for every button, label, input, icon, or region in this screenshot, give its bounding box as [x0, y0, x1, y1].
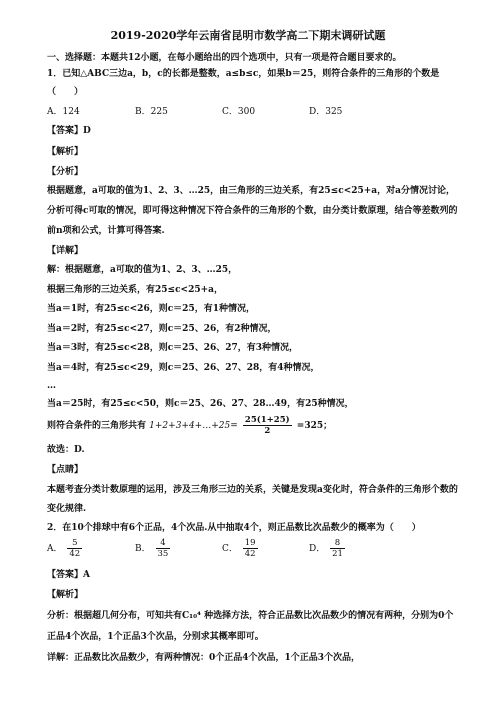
- q1-option-c: C．300: [222, 107, 256, 117]
- q1-total-suffix: =325；: [296, 421, 333, 431]
- q1-option-d: D．325: [309, 107, 343, 117]
- q1-dianjing-line: 变化规律.: [47, 504, 87, 514]
- q1-solution-line: 当a＝25时，有25≤c<50，则c＝25、26、27、28…49，有25种情况，: [47, 399, 354, 409]
- q1-xiangjie-heading: 【详解】: [47, 246, 84, 256]
- q2-stem: 2．在10个排球中有6个正品，4个次品.从中抽取4个，则正品数比次品数少的概率为（ ）: [47, 523, 421, 533]
- q2-answer: 【答案】A: [47, 570, 90, 580]
- q1-fenxi-heading: 【分析】: [47, 167, 84, 177]
- q1-dianjing-line: 本题考查分类计数原理的运用，涉及三角形三边的关系，关键是发现a变化时，符合条件的三角形个数的: [47, 485, 458, 495]
- q2-option-a: A． $\frac{5}{42}$: [47, 538, 81, 559]
- section-heading: 一、选择题：本题共12小题，在每小题给出的四个选项中，只有一项是符合题目要求的。: [47, 53, 402, 63]
- q1-solution-line: 当a＝4时，有25≤c<29，则c＝25、26、27、28，有4种情况，: [47, 363, 320, 373]
- q2-analysis-line: 详解：正品数比次品数少，有两种情况：0个正品4个次品，1个正品3个次品，: [47, 653, 361, 663]
- fraction-numerator: 25(1+25): [244, 415, 290, 425]
- q1-total-sum: 1+2+3+4+…+25=: [149, 421, 238, 431]
- q2-option-b: B． $\frac{4}{35}$: [135, 538, 169, 559]
- q1-conclusion: 故选：D.: [47, 445, 85, 455]
- q1-dianjing-heading: 【点睛】: [47, 465, 84, 475]
- page-title: 2019-2020学年云南省昆明市数学高二下期末调研试题: [110, 29, 386, 42]
- q1-solution-line: 当a＝3时，有25≤c<28，则c＝25、26、27，有3种情况，: [47, 343, 299, 353]
- q1-total-prefix: 则符合条件的三角形共有: [47, 421, 147, 431]
- q1-total-formula: [47, 414, 332, 438]
- q1-jiexi-heading: 【解析】: [47, 147, 84, 157]
- fraction-denominator: 2: [264, 426, 271, 436]
- q1-fenxi-line: 分析可得c可取的情况，即可得这种情况下符合条件的三角形的个数，由分类计数原理，结合等差数列的: [47, 206, 458, 216]
- q1-fenxi-line: 前n项和公式，计算可得答案.: [47, 226, 165, 236]
- q1-answer: 【答案】D: [47, 126, 91, 136]
- q1-solution-line: 当a＝1时，有25≤c<26，则c＝25，有1种情况，: [47, 304, 255, 314]
- q2-analysis-line: 分析：根据超几何分布，可知共有C₁₀⁴ 种选择方法，符合正品数比次品数少的情况有两种，分别为0个: [47, 611, 454, 621]
- q1-solution-line: …: [47, 381, 56, 391]
- q2-option-d: D． $\frac{8}{21}$: [309, 538, 343, 559]
- q1-solution-line: 当a＝2时，有25≤c<27，则c＝25、26，有2种情况，: [47, 324, 277, 334]
- q2-option-c: C． $\frac{19}{42}$: [222, 538, 256, 559]
- q1-solution-line: 根据三角形的三边关系，有25≤c<25+a，: [47, 285, 223, 295]
- q1-option-b: B．225: [135, 107, 168, 117]
- q2-jiexi-heading: 【解析】: [47, 590, 84, 600]
- q1-fenxi-line: 根据题意，a可取的值为1、2、3、…25，由三角形的三边关系，有25≤c<25+a，对a分情况讨论，: [47, 186, 455, 196]
- q1-total-fraction: [243, 415, 292, 436]
- q1-stem: 1．已知△ABC三边a，b，c的长都是整数，a≤b≤c，如果b＝25，则符合条件的三角形的个数是: [47, 69, 440, 79]
- q2-analysis-line: 正品4个次品，1个正品3个次品，分别求其概率即可。: [47, 632, 264, 642]
- q1-option-a: A．124: [47, 107, 80, 117]
- q1-paren: （ ）: [47, 87, 84, 97]
- q1-solution-line: 解：根据题意，a可取的值为1、2、3、…25，: [47, 265, 238, 275]
